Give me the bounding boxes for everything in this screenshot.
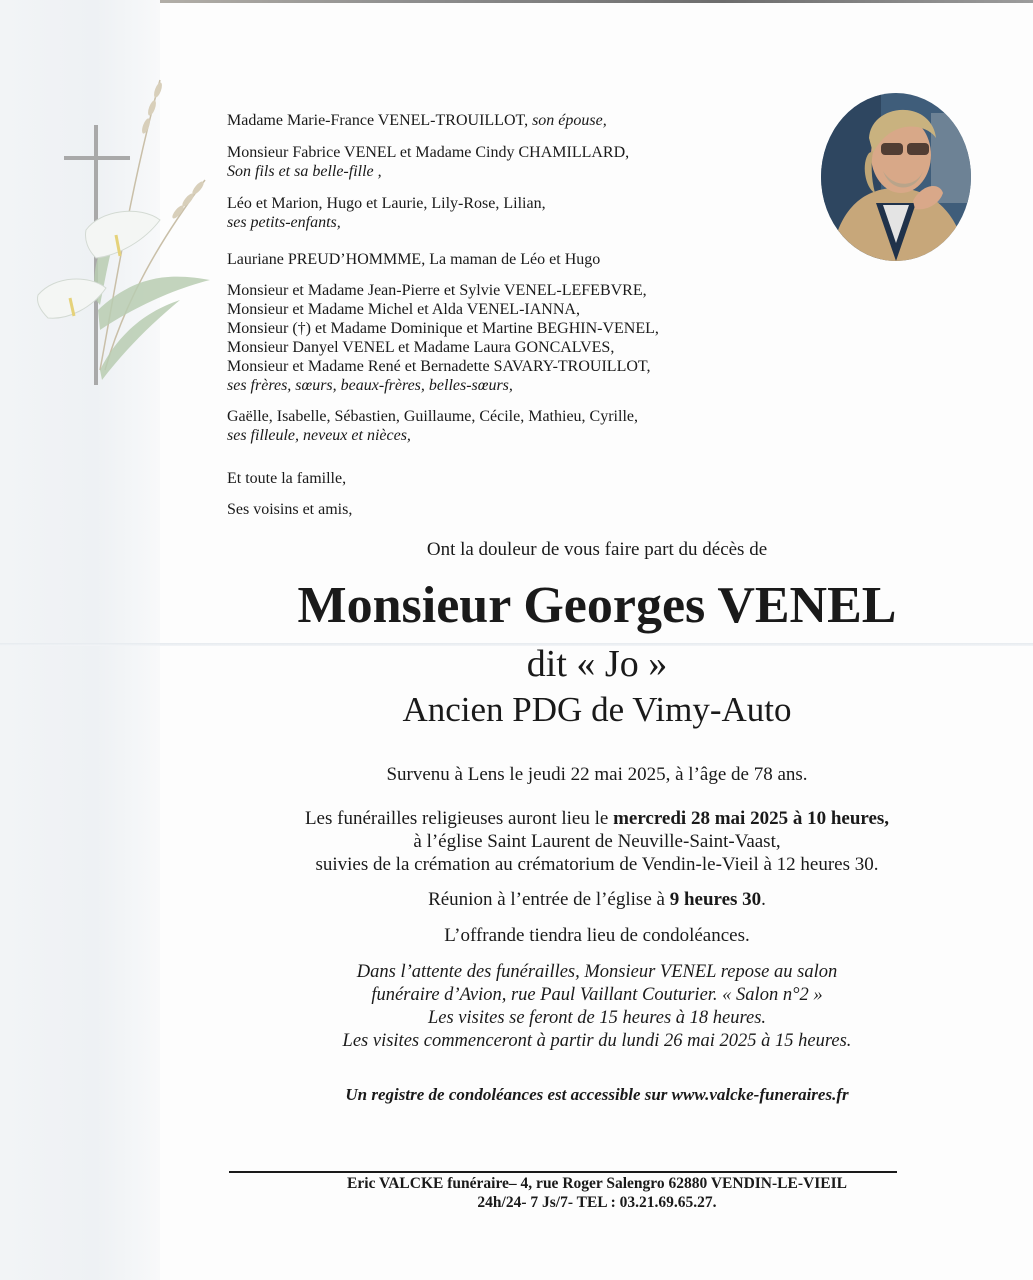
spouse-relation: son épouse, [532, 112, 607, 129]
siblings-relation: ses frères, sœurs, beaux-frères, belles-sœurs, [227, 377, 513, 394]
funeral-home-hours: 24h/24- 7 Js/7- TEL : 03.21.69.65.27. [477, 1194, 717, 1211]
visiting-line: Les visites commenceront à partir du lundi 26 mai 2025 à 15 heures. [342, 1031, 852, 1051]
meeting-time: 9 heures 30 [669, 889, 762, 910]
godchildren-relation: ses filleule, neveux et nièces, [227, 427, 411, 444]
mother-line: Lauriane PREUD’HOMMME, La maman de Léo et Hugo [227, 251, 601, 268]
sibling-line: Monsieur et Madame Michel et Alda VENEL-IANNA, [227, 301, 580, 318]
grandchildren-names: Léo et Marion, Hugo et Laurie, Lily-Rose, Lilian, [227, 195, 546, 212]
funeral-home-address: Eric VALCKE funéraire– 4, rue Roger Salengro 62880 VENDIN-LE-VIEIL [347, 1175, 847, 1192]
funeral-prefix: Les funérailles religieuses auront lieu le [304, 808, 609, 829]
meeting-suffix: . [761, 889, 766, 910]
sibling-line: Monsieur Danyel VENEL et Madame Laura GONCALVES, [227, 339, 615, 356]
funeral-date: mercredi 28 mai 2025 à 10 heures, [613, 808, 890, 829]
cremation-line: suivies de la crémation au crématorium de Vendin-le-Vieil à 12 heures 30. [315, 854, 879, 875]
funeral-line [227, 807, 967, 830]
visiting-line: Dans l’attente des funérailles, Monsieur VENEL repose au salon [356, 962, 838, 982]
godchildren-names: Gaëlle, Isabelle, Sébastien, Guillaume, Cécile, Mathieu, Cyrille, [227, 408, 638, 425]
church-line: à l’église Saint Laurent de Neuville-Saint-Vaast, [413, 831, 781, 852]
neighbours-line: Ses voisins et amis, [227, 501, 353, 518]
sibling-line: Monsieur (†) et Madame Dominique et Martine BEGHIN-VENEL, [227, 320, 659, 337]
cross-lily-decoration [30, 70, 220, 440]
deceased-name: Monsieur Georges VENEL [297, 577, 897, 634]
children-names: Monsieur Fabrice VENEL et Madame Cindy CHAMILLARD, [227, 144, 630, 161]
death-notice: Survenu à Lens le jeudi 22 mai 2025, à l’âge de 78 ans. [386, 764, 808, 785]
visiting-line: Les visites se feront de 15 heures à 18 heures. [427, 1008, 767, 1028]
offering-line: L’offrande tiendra lieu de condoléances. [444, 925, 750, 946]
children-relation: Son fils et sa belle-fille , [227, 163, 382, 180]
condolence-registry: Un registre de condoléances est accessible sur www.valcke-funeraires.fr [345, 1085, 849, 1104]
whole-family-line: Et toute la famille, [227, 470, 347, 487]
spouse-line [227, 111, 607, 130]
meeting-prefix: Réunion à l’entrée de l’église à [428, 889, 665, 910]
former-role: Ancien PDG de Vimy-Auto [402, 690, 792, 729]
meeting-line [227, 888, 967, 911]
sibling-line: Monsieur et Madame René et Bernadette SAVARY-TROUILLOT, [227, 358, 651, 375]
visiting-line: funéraire d’Avion, rue Paul Vaillant Couturier. « Salon n°2 » [371, 985, 823, 1005]
spouse-name: Madame Marie-France VENEL-TROUILLOT, [227, 112, 529, 129]
portrait-photo [821, 93, 971, 261]
sibling-line: Monsieur et Madame Jean-Pierre et Sylvie VENEL-LEFEBVRE, [227, 282, 647, 299]
nickname: dit « Jo » [526, 643, 668, 685]
grandchildren-relation: ses petits-enfants, [227, 214, 341, 231]
announcement-intro: Ont la douleur de vous faire part du décès de [426, 539, 768, 560]
footer-rule [229, 1171, 897, 1173]
